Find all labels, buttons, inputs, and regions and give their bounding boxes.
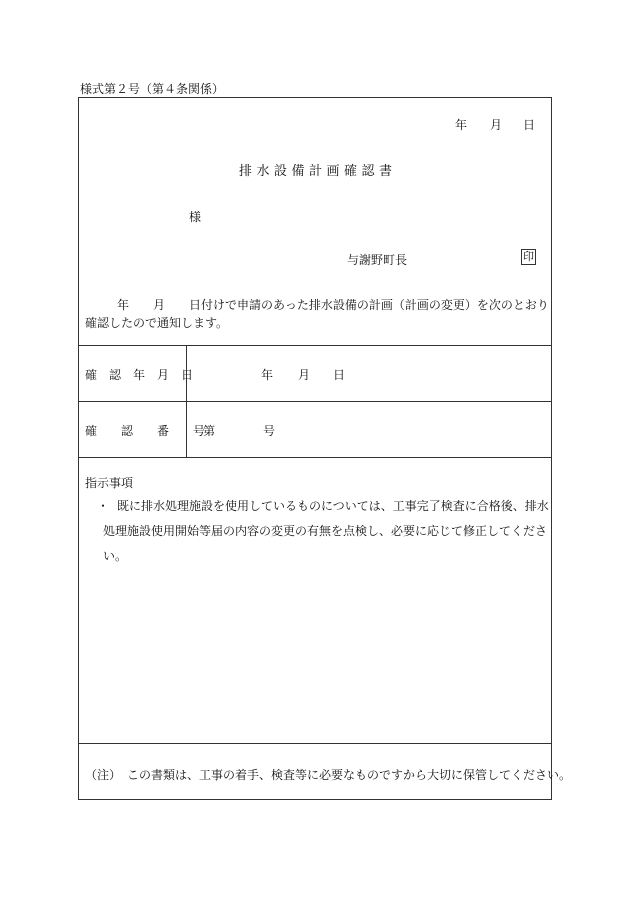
footer-note: （注） この書類は、工事の着手、検査等に必要なものですから大切に保管してください。 <box>85 768 572 782</box>
instruction-item-text: 既に排水処理施設を使用しているものについては、工事完了検査に合格後、排水処理施設使用開始等届の内容の変更の有無を点検し、必要に応じて修正してください。 <box>103 499 549 563</box>
confirm-number-label: 確 認 番 号 <box>85 424 206 438</box>
bullet-point: ・ <box>97 499 110 513</box>
confirm-month-label: 月 <box>298 368 311 382</box>
divider <box>79 401 551 402</box>
divider <box>79 345 551 346</box>
confirm-number-suffix: 号 <box>263 424 276 438</box>
instructions-heading: 指示事項 <box>85 476 134 490</box>
confirm-date-label: 確 認 年 月 日 <box>85 368 194 382</box>
confirmation-form <box>78 97 572 800</box>
confirm-number-prefix: 第 <box>203 424 216 438</box>
confirm-year-label: 年 <box>261 368 274 382</box>
notification-text: 年 月 日付けで申請のあった排水設備の計画（計画の変更）を次のとおり確認したので通知します。 <box>85 298 549 330</box>
issuer-name: 与謝野町長 <box>347 253 408 267</box>
document-title: 排水設備計画確認書 <box>239 164 397 179</box>
seal-mark: 印 <box>523 250 534 263</box>
confirm-day-label: 日 <box>333 368 346 382</box>
issue-year-label: 年 <box>455 118 468 132</box>
divider <box>79 457 551 458</box>
form-number-label: 様式第２号（第４条関係） <box>80 82 225 96</box>
divider <box>79 743 551 744</box>
issue-month-label: 月 <box>490 118 503 132</box>
addressee-suffix: 様 <box>189 210 202 224</box>
issue-day-label: 日 <box>523 118 536 132</box>
